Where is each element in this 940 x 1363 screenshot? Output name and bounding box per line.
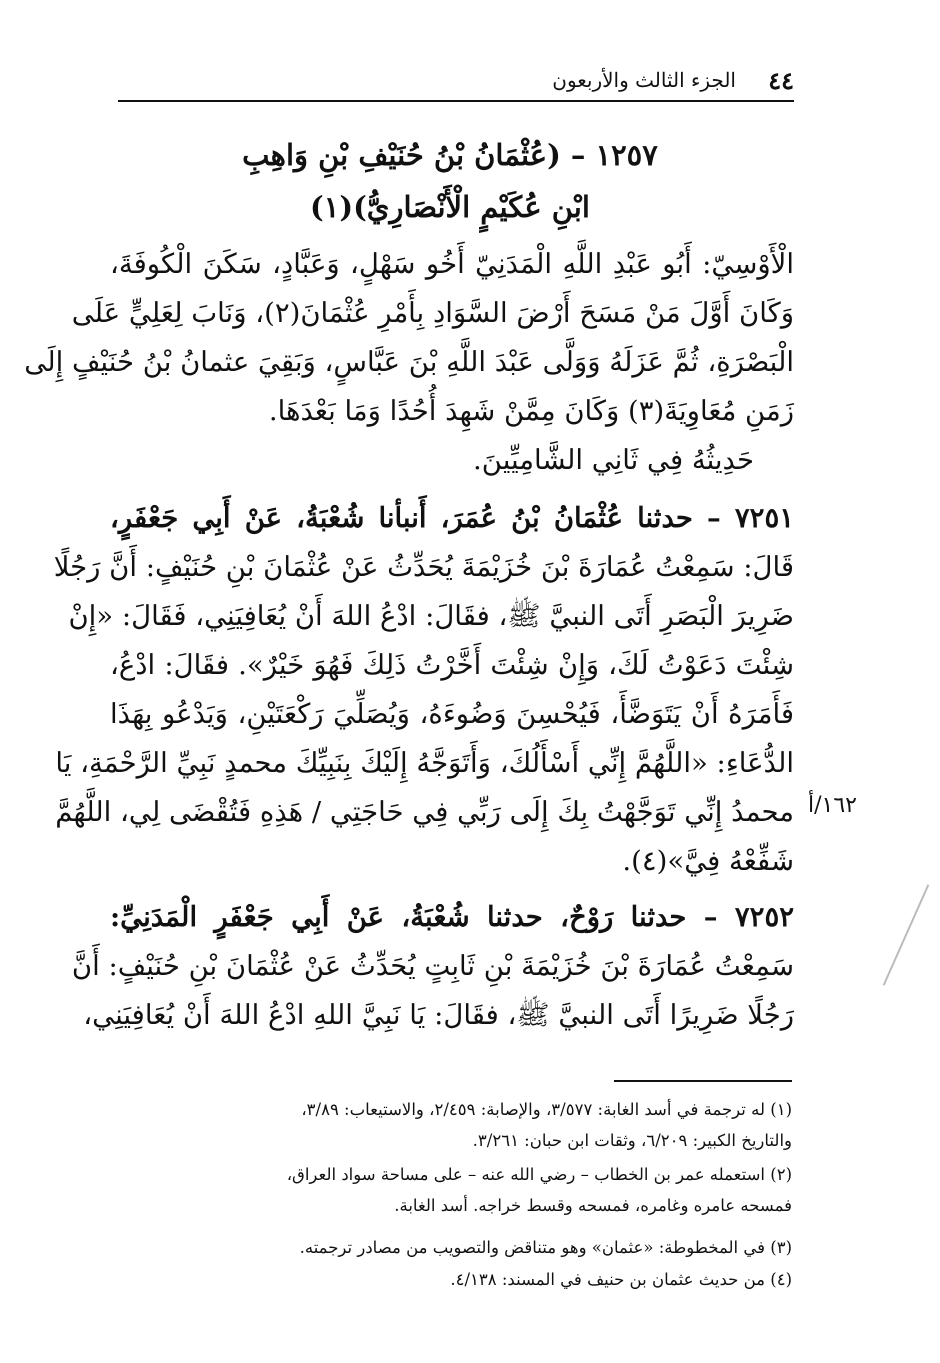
body-line: رَجُلًا ضَرِيرًا أَتَى النبيَّ ﷺ، فقَالَ: يَا نَبِيَّ اللهِ ادْعُ اللهَ أَنْ يُعَافِيَنِي، <box>83 999 794 1031</box>
header-rule <box>118 100 794 102</box>
body-line: قَالَ: سَمِعْتُ عُمَارَةَ بْنَ خُزَيْمَةَ يُحَدِّثُ عَنْ عُثْمَانَ بْنِ حُنَيْفٍ: أَنَّ رَجُلًا <box>53 551 794 583</box>
body-line: شَفِّعْهُ فِيَّ»(٤). <box>622 845 794 877</box>
body-line: شِئْتَ دَعَوْتُ لَكَ، وَإِنْ شِئْتَ أَخَّرْتُ ذَلِكَ فَهُوَ خَيْرٌ». فقَالَ: ادْعُ، <box>110 649 794 681</box>
footnote-rule <box>614 1080 792 1082</box>
body-line: ضَرِيرَ الْبَصَرِ أَتَى النبيَّ ﷺ، فقَالَ: ادْعُ اللهَ أَنْ يُعَافِيَنِي، فَقَالَ: «إِنْ <box>68 600 794 632</box>
body-line: الْبَصْرَةِ، ثُمَّ عَزَلَهُ وَوَلَّى عَبْدَ اللَّهِ بْنَ عَبَّاسٍ، وَبَقِيَ عثمانُ بْنُ حُنَيْفٍ إِلَى <box>24 346 794 378</box>
body-line: الدُّعَاءِ: «اللَّهُمَّ إِنِّي أَسْأَلُكَ، وَأَتَوَجَّهُ إِلَيْكَ بِنَبِيِّكَ محمدٍ نَبِيِّ الرَّحْمَةِ، يَا <box>55 747 794 779</box>
running-head: الجزء الثالث والأربعون <box>552 68 736 92</box>
footnote-line: (٤) من حديث عثمان بن حنيف في المسند: ٤/١٣٨. <box>450 1270 792 1289</box>
footnote-line: فمسحه عامره وغامره، فمسحه وقسط خراجه. أسد الغابة. <box>394 1196 792 1215</box>
body-line: زَمَنِ مُعَاوِيَةَ(٣) وَكَانَ مِمَّنْ شَهِدَ أُحُدًا وَمَا بَعْدَهَا. <box>268 395 794 427</box>
footnote-line: (٢) استعمله عمر بن الخطاب – رضي الله عنه – على مساحة سواد العراق، <box>286 1165 792 1184</box>
footnote-line: والتاريخ الكبير: ٦/٢٠٩، وثقات ابن حبان: ٣/٢٦١. <box>472 1131 792 1150</box>
hadith-7251-heading: ٧٢٥١ – حدثنا عُثْمَانُ بْنُ عُمَرَ، أَنبأنا شُعْبَةُ، عَنْ أَبِي جَعْفَرٍ، <box>110 502 794 534</box>
footnote-line: (١) له ترجمة في أسد الغابة: ٣/٥٧٧، والإصابة: ٢/٤٥٩، والاستيعاب: ٣/٨٩، <box>301 1100 792 1119</box>
body-line: سَمِعْتُ عُمَارَةَ بْنَ خُزَيْمَةَ بْنِ ثَابِتٍ يُحَدِّثُ عَنْ عُثْمَانَ بْنِ حُنَيْفٍ: أَنَّ <box>71 950 794 982</box>
body-line: الْأَوْسِيّ: أَبُو عَبْدِ اللَّهِ الْمَدَنِيّ أَخُو سَهْلٍ، وَعَبَّادٍ، سَكَنَ الْكُوفَةَ، <box>110 248 794 280</box>
body-line: محمدُ إِنِّي تَوَجَّهْتُ بِكَ إِلَى رَبِّي فِي حَاجَتِي / هَذِهِ فَتُقْضَى لِي، اللَّهُمَّ <box>55 796 794 828</box>
hadith-7252-heading: ٧٢٥٢ – حدثنا رَوْحٌ، حدثنا شُعْبَةُ، عَنْ أَبِي جَعْفَرٍ الْمَدَنِيِّ: <box>110 901 794 933</box>
footnote-line: (٣) في المخطوطة: «عثمان» وهو متناقض والتصويب من مصادر ترجمته. <box>299 1238 792 1257</box>
scan-artifact <box>883 884 930 985</box>
body-line: حَدِيثُهُ فِي ثَانِي الشَّامِيِّينَ. <box>473 444 754 476</box>
entry-title-line-1: ١٢٥٧ – (عُثْمَانُ بْنُ حُنَيْفِ بْنِ وَاهِبِ <box>242 138 658 172</box>
page-number: ٤٤ <box>768 66 794 95</box>
body-line: فَأَمَرَهُ أَنْ يَتَوَضَّأَ، فَيُحْسِنَ وَضُوءَهُ، وَيُصَلِّيَ رَكْعَتَيْنِ، وَيَدْعُو بِهَذَا <box>110 698 794 730</box>
body-line: وَكَانَ أَوَّلَ مَنْ مَسَحَ أَرْضَ السَّوَادِ بِأَمْرِ عُثْمَانَ(٢)، وَنَابَ لِعَلِيٍّ عَلَى <box>71 297 794 329</box>
page-header <box>118 62 794 96</box>
entry-title-line-2: ابْنِ عُكَيْمٍ الْأَنْصَارِيُّ)(١) <box>310 190 590 224</box>
manuscript-folio-marker: ١٦٢/أ <box>808 793 857 818</box>
